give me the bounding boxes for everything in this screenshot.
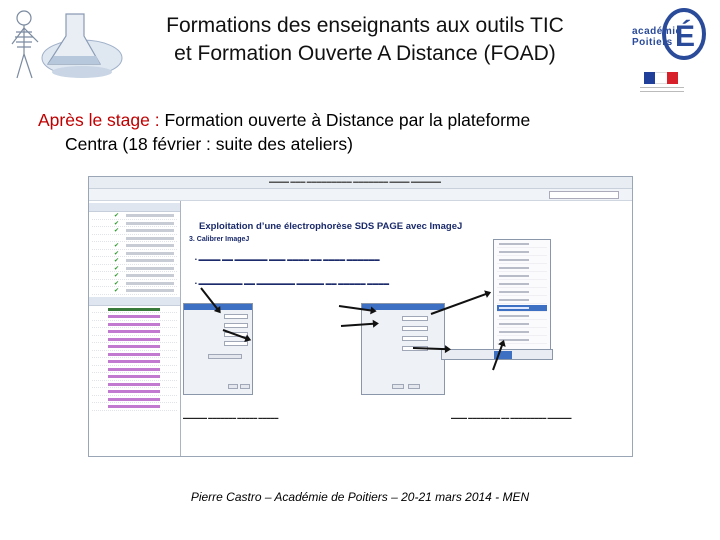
centra-screenshot (88, 176, 633, 457)
tree-item[interactable] (92, 374, 177, 381)
menu-item[interactable] (497, 329, 547, 336)
tree-item[interactable] (92, 367, 177, 374)
document-title: Exploitation d’une électrophorèse SDS PAGE avec ImageJ (199, 221, 463, 232)
shared-document (181, 201, 633, 457)
list-item[interactable]: ✔ (92, 221, 177, 228)
doc-footer-left: ▬▬▬▬▬▬ ▬▬▬▬▬▬▬ ▬▬▬▬▬ ▬▬▬▬▬ (183, 415, 279, 420)
tree-item[interactable] (92, 352, 177, 359)
agenda-header (89, 297, 180, 306)
tree-item[interactable] (92, 389, 177, 396)
tree-item[interactable] (92, 322, 177, 329)
analyze-menu (493, 239, 551, 355)
list-item[interactable]: ✔ (92, 258, 177, 265)
list-item[interactable]: ✔ (92, 266, 177, 273)
logo-line-2: Poitiers (632, 37, 673, 48)
document-bullet-1: ▪ ▬▬▬▬ ▬▬ ▬▬▬▬▬▬ ▬▬▬ ▬▬▬▬ ▬▬ ▬▬▬▬ ▬▬▬▬▬▬ (195, 257, 380, 263)
window-titlebar (89, 177, 632, 189)
document-subtitle: 3. Calibrer ImageJ (189, 236, 250, 243)
logo-line-1: académie (632, 26, 682, 37)
title-line-1: Formations des enseignants aux outils TIC (166, 14, 564, 37)
subtitle-label: Après le stage : (38, 110, 160, 130)
list-item[interactable]: ✔ (92, 273, 177, 280)
subtitle-line-1: Formation ouverte à Distance par la plateforme (159, 110, 531, 130)
menu-item-set-scale[interactable] (497, 305, 547, 312)
page-footer: Pierre Castro – Académie de Poitiers – 20-21 mars 2014 - MEN (190, 490, 530, 504)
menu-item[interactable] (497, 257, 547, 264)
participants-header (89, 203, 180, 212)
menu-item[interactable] (497, 313, 547, 320)
window-toolbar (89, 189, 632, 201)
doc-footer-right: ▬▬▬▬ ▬▬▬▬▬▬▬▬ ▬▬ ▬▬▬▬▬▬▬▬▬ ▬▬▬▬▬▬ (451, 415, 572, 420)
logo-baseline (640, 87, 684, 92)
title-line-2: et Formation Ouverte A Distance (FOAD) (174, 42, 556, 65)
list-item[interactable] (92, 236, 177, 243)
menu-item[interactable] (497, 241, 547, 248)
document-bullet-2: ▪ ▬▬▬▬▬▬▬▬ ▬▬ ▬▬▬▬▬▬▬ ▬▬▬▬▬ ▬▬ ▬▬▬▬▬ ▬▬▬▬ (195, 281, 390, 287)
tree-item[interactable] (92, 397, 177, 404)
french-flag-icon (644, 72, 678, 84)
subtitle (38, 108, 688, 156)
menu-item[interactable] (497, 273, 547, 280)
skeleton-flask-logo-icon (4, 6, 132, 84)
tree-item[interactable] (92, 382, 177, 389)
svg-text:É: É (675, 20, 696, 53)
dialog-set-scale-1 (183, 303, 253, 395)
tree-item[interactable] (92, 344, 177, 351)
list-item[interactable]: ✔ (92, 228, 177, 235)
list-item[interactable]: ✔ (92, 251, 177, 258)
menu-item[interactable] (497, 281, 547, 288)
menu-item[interactable] (497, 265, 547, 272)
academie-poitiers-logo (626, 6, 718, 94)
academie-logo-text (632, 26, 682, 48)
tree-item[interactable] (92, 404, 177, 411)
tree-item[interactable] (92, 359, 177, 366)
tree-item[interactable] (92, 337, 177, 344)
tree-item[interactable] (92, 314, 177, 321)
menu-item[interactable] (497, 321, 547, 328)
window-title-text: ▬▬▬▬ ▬▬▬ ▬▬▬▬▬▬▬▬▬ ▬▬▬▬▬▬▬ ▬▬▬▬ ▬▬▬▬▬▬ (269, 179, 441, 185)
tree-item[interactable] (92, 329, 177, 336)
list-item[interactable]: ✔ (92, 281, 177, 288)
page-title (140, 12, 590, 68)
menu-item[interactable] (497, 289, 547, 296)
zoom-select[interactable] (549, 191, 619, 199)
menu-item[interactable] (497, 249, 547, 256)
list-item[interactable]: ✔ (92, 213, 177, 220)
list-item[interactable]: ✔ (92, 243, 177, 250)
participants-pane (89, 201, 181, 457)
subtitle-line-2: Centra (18 février : suite des ateliers) (65, 134, 353, 154)
list-item[interactable]: ✔ (92, 288, 177, 295)
menu-item[interactable] (497, 297, 547, 304)
agenda-tree (89, 307, 180, 411)
tree-item[interactable] (92, 307, 177, 314)
